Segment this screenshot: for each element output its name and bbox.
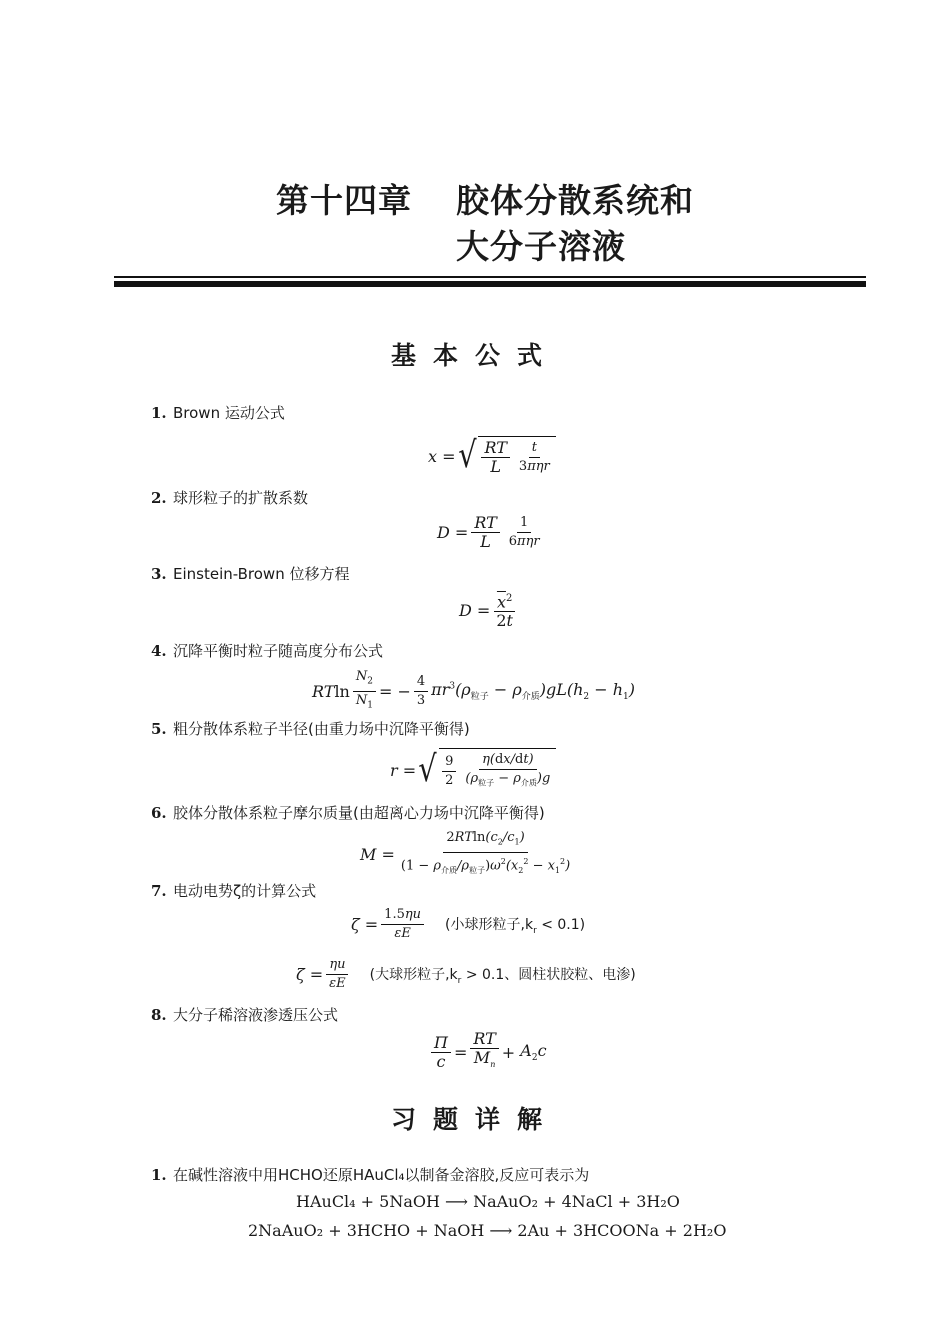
equation-einstein-brown: D = $\frac{\overline{x}^2}{2t}$ [459, 590, 519, 630]
equation-sedimentation: RT ln $\frac{N_2}{N_1}$ = − $\frac{4}{3}$ $\pi r^3(\rho_{粒子} - \rho_{介质})gL(h_2 - h_1)$ [312, 669, 635, 711]
exercise-number: 1. [151, 1166, 167, 1184]
formula-item-2 [151, 487, 308, 508]
chapter-title-line1: 胶体分散系统和 [456, 181, 694, 220]
subscript-r: r [457, 975, 462, 986]
sqrt-symbol: √ $\frac{9}{2}$ $\frac{\eta(dx/dt)}{(\rho_{粒子} - \rho_{介质})g}$ [416, 748, 556, 793]
formula-item-7 [151, 880, 316, 901]
formula-title: Brown 运动公式 [173, 404, 285, 422]
reaction-2: 2NaAuO₂ + 3HCHO + NaOH ⟶ 2Au + 3HCOONa + 2H₂O [248, 1221, 727, 1240]
formula-title: Einstein-Brown 位移方程 [173, 565, 350, 583]
zeta-small-note: (小球形粒子,k [445, 916, 534, 933]
formula-title: 粗分散体系粒子半径(由重力场中沉降平衡得) [173, 720, 470, 738]
formula-title: 球形粒子的扩散系数 [173, 489, 309, 507]
formula-number: 7. [151, 882, 167, 900]
equation-radius: r = √ $\frac{9}{2}$ $\frac{\eta(dx/dt)}{(\rho_{粒子} - \rho_{介质})g}$ [390, 748, 556, 793]
exercise-text: 在碱性溶液中用HCHO还原HAuCl₄以制备金溶胶,反应可表示为 [173, 1166, 590, 1184]
equation-osmotic: $\frac{\Pi}{c}$ = $\frac{RT}{M_n}$ + $A_2c$ [428, 1030, 547, 1074]
zeta-small-note-tail: < 0.1) [541, 916, 586, 933]
equation-brown: x = √ $\frac{RT}{L}$ $\frac{t}{\text{3πηr}}$ [428, 436, 556, 476]
formula-title: 大分子稀溶液渗透压公式 [173, 1006, 339, 1024]
equation-zeta-small: ζ = $\frac{1.5\eta u}{\varepsilon E}$ (小球形粒子$,k_r < 0.1$) [351, 907, 586, 941]
formula-item-5 [151, 718, 470, 739]
chapter-title-line2: 大分子溶液 [456, 227, 626, 266]
formula-item-3 [151, 563, 349, 584]
formula-number: 1. [151, 404, 167, 422]
formula-number: 4. [151, 642, 167, 660]
exercise-1 [151, 1164, 589, 1185]
zeta-large-note-tail: > 0.1、圆柱状胶粒、电渗) [465, 966, 636, 983]
formula-item-6 [151, 802, 545, 823]
section-title-exercises: 习题详解 [390, 1105, 559, 1134]
chapter-number: 第十四章 [276, 181, 412, 220]
formula-number: 8. [151, 1006, 167, 1024]
sqrt-symbol: √ $\frac{RT}{L}$ $\frac{t}{\text{3πηr}}$ [456, 436, 556, 476]
chapter-heading [276, 178, 694, 270]
subscript-r: r [533, 925, 537, 936]
equation-zeta-large: ζ = $\frac{\eta u}{\varepsilon E}$ (大球形粒子$,k_r > 0.1$、圆柱状胶粒、电渗) [296, 957, 636, 991]
equation-molar-mass: M = $\frac{2RTln(c_2/c_1)}{(1 - \rho_{介质}/\rho_{粒子})\omega^2(x_2^2 - x_1^2)}$ [360, 830, 571, 875]
formula-item-4 [151, 640, 383, 661]
formula-title: 电动电势ζ的计算公式 [173, 882, 317, 900]
reaction-1: HAuCl₄ + 5NaOH ⟶ NaAuO₂ + 4NaCl + 3H₂O [296, 1192, 680, 1211]
formula-item-8 [151, 1004, 338, 1025]
formula-title: 胶体分散体系粒子摩尔质量(由超离心力场中沉降平衡得) [173, 804, 545, 822]
formula-item-1 [151, 402, 285, 423]
heading-rule-thin [114, 276, 866, 278]
zeta-large-note: (大球形粒子,k [369, 966, 458, 983]
formula-number: 6. [151, 804, 167, 822]
equation-diffusion: D = $\frac{RT}{L}$ $\frac{1}{\text{6πηr}}$ [437, 513, 540, 551]
formula-title: 沉降平衡时粒子随高度分布公式 [173, 642, 384, 660]
heading-rule-thick [114, 281, 866, 287]
section-title-formulas: 基本公式 [390, 341, 559, 370]
formula-number: 3. [151, 565, 167, 583]
formula-number: 2. [151, 489, 167, 507]
formula-number: 5. [151, 720, 167, 738]
